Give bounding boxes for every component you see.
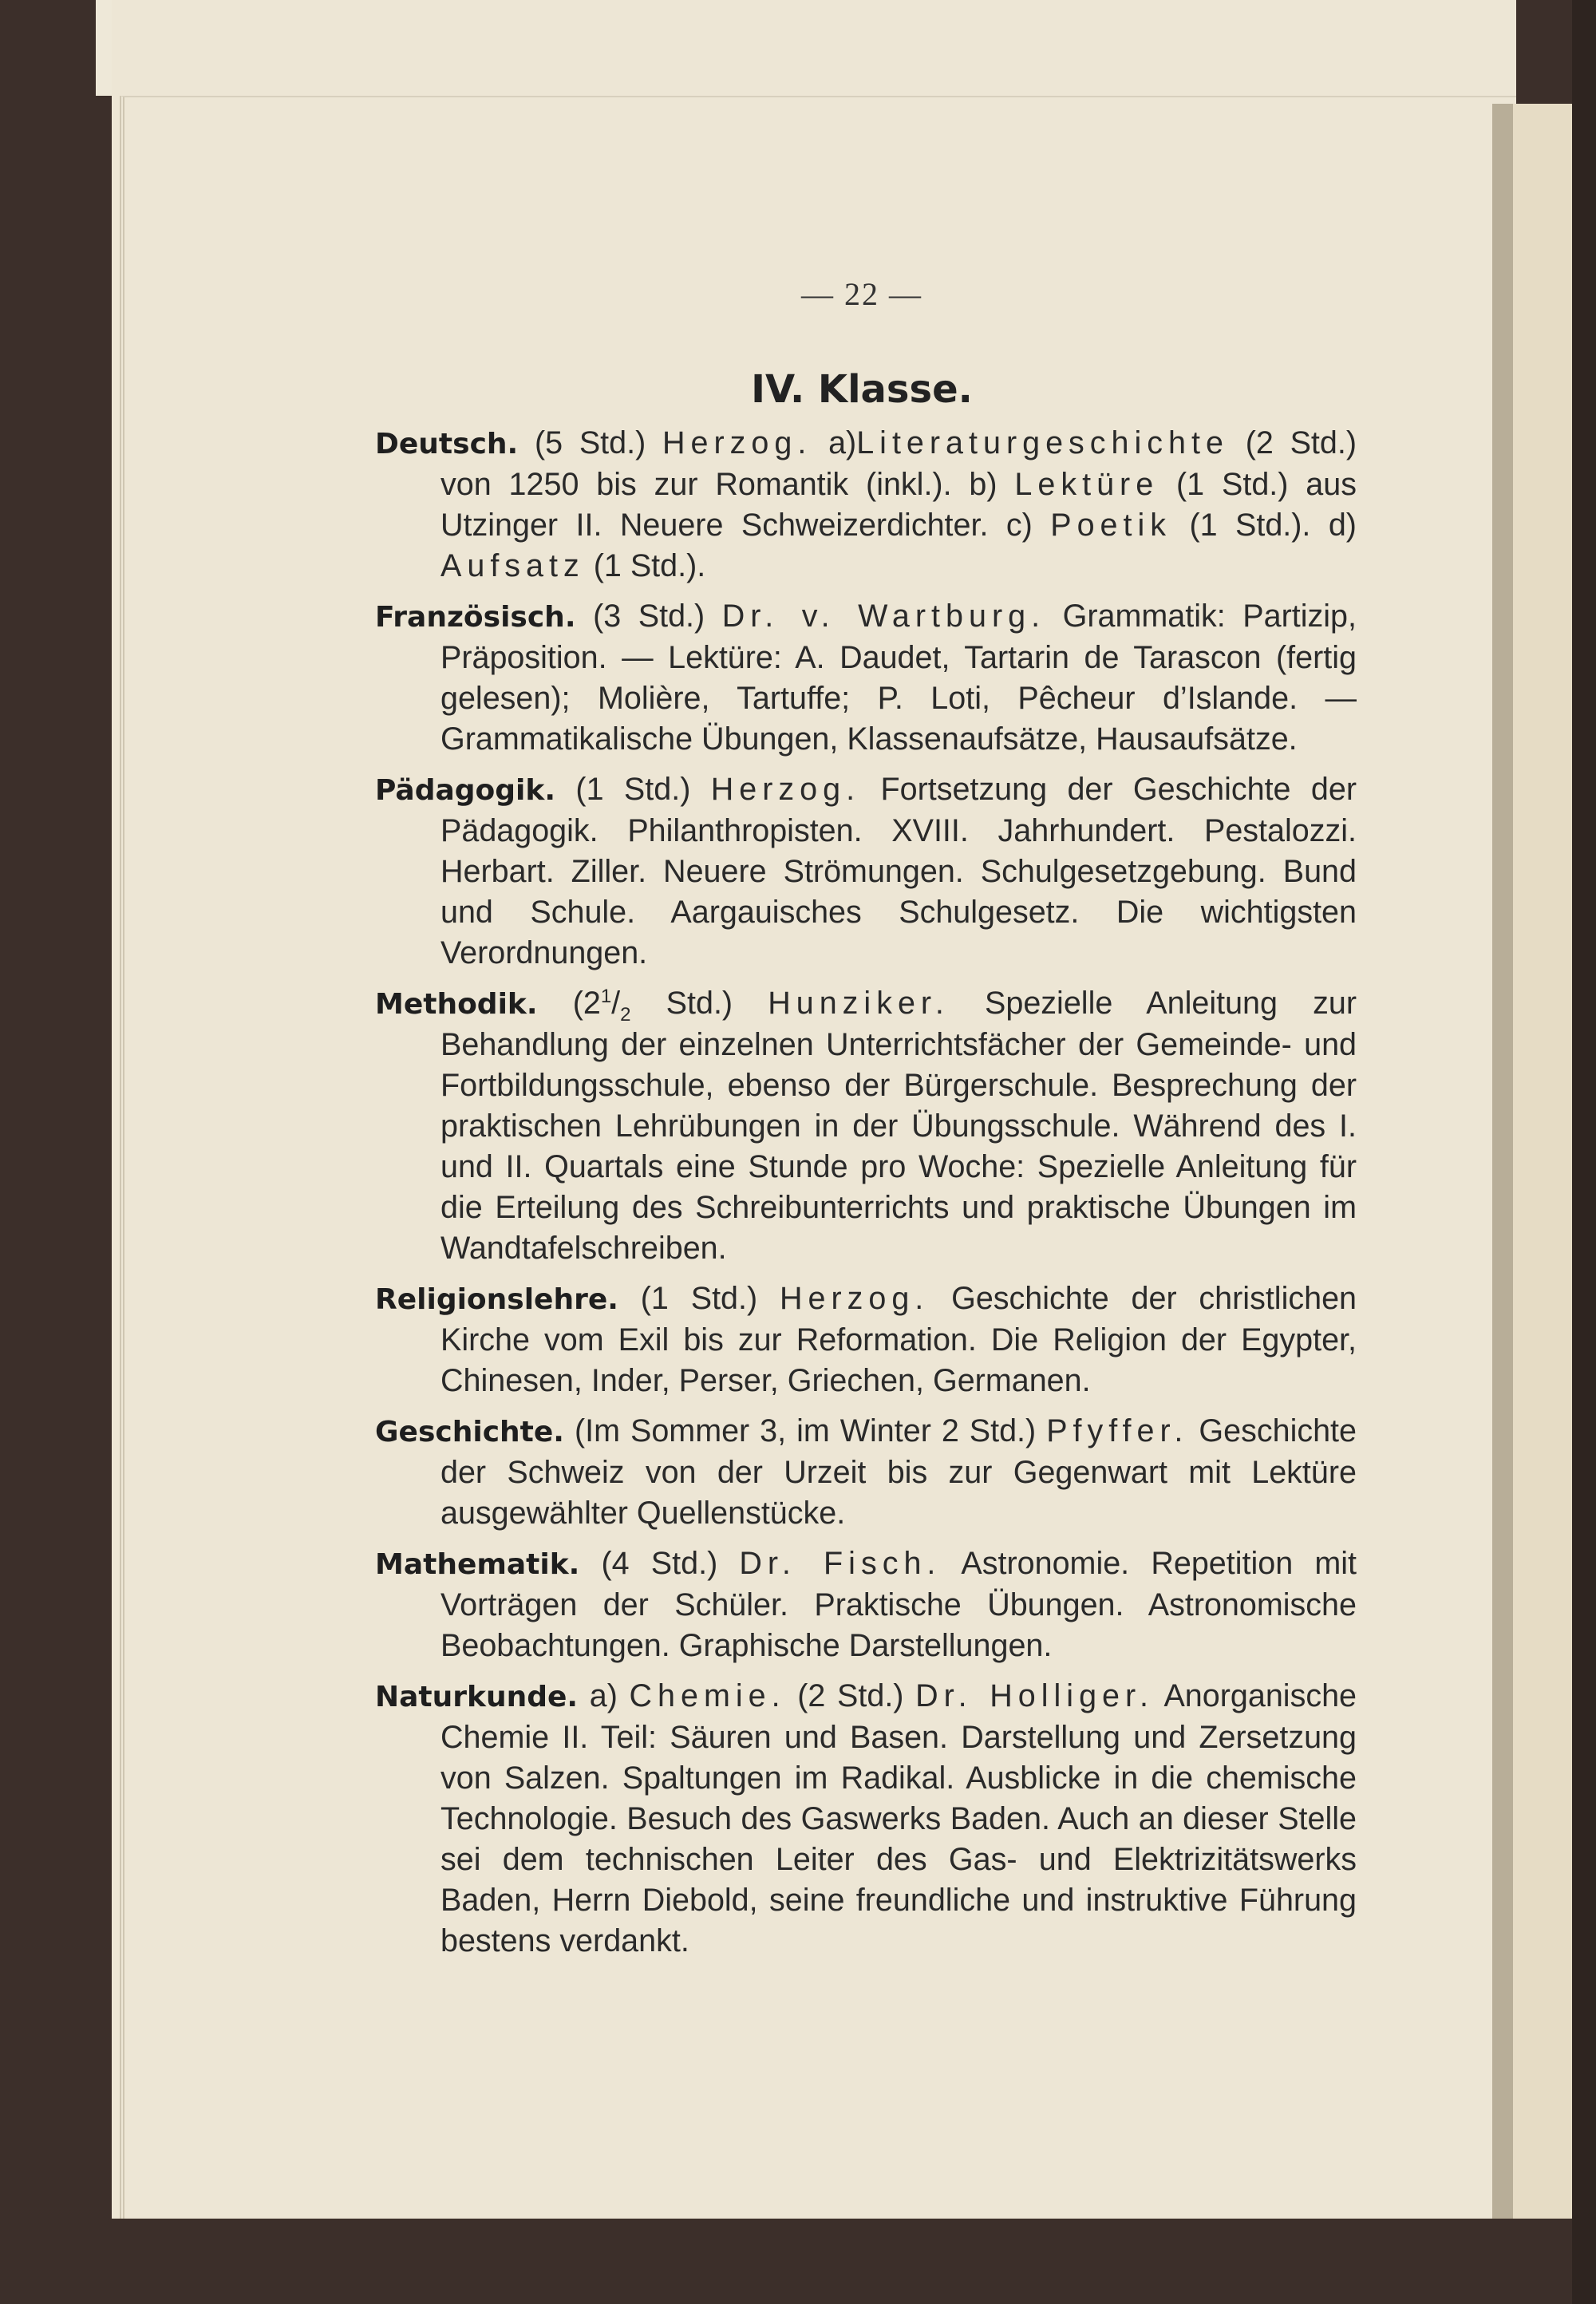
part-label: d): [1328, 508, 1357, 543]
hours-prefix: (2: [572, 986, 601, 1021]
hours: (3 Std.): [593, 599, 705, 634]
entry-franzoesisch: [375, 596, 1357, 760]
teacher: Pfyffer.: [1046, 1413, 1189, 1448]
subject-name: Naturkunde.: [375, 1681, 579, 1713]
part-title: Aufsatz: [440, 548, 585, 583]
description: Astronomie. Repetition mit Vorträgen der Schüler. Praktische Übungen. Astronomische Beobachtungen. Graphische Darstellungen.: [440, 1546, 1357, 1663]
scan-edge: [1572, 0, 1596, 2304]
part-title: Poetik: [1050, 508, 1172, 543]
part-label: c): [1005, 508, 1033, 543]
description: Fortsetzung der Geschichte der Pädagogik. Philanthropisten. XVIII. Jahrhundert. Pestalozzi. Herbart. Ziller. Neuere Strömungen. Schulgesetzgebung. Bund und Schule. Aargauisches Schulgesetz. Die wichtigsten Verordnungen.: [440, 772, 1357, 970]
part-label: a): [828, 425, 857, 460]
subject-name: Mathematik.: [375, 1548, 580, 1581]
part-text: (1 Std.) aus Utzinger II. Neuere Schweizerdichter.: [440, 467, 1357, 543]
part-label: b): [969, 467, 998, 502]
subject-name: Deutsch.: [375, 428, 519, 460]
entry-methodik: [375, 983, 1357, 1269]
hours: (5 Std.): [534, 425, 646, 460]
description: Anorganische Chemie II. Teil: Säuren und Basen. Darstellung und Zersetzung von Salzen. Spaltungen im Radikal. Ausblicke in die chemische Technologie. Besuch des Gaswerks Baden. Auch an dieser Stelle sei dem technischen Leiter des Gas- und Elektrizitätswerks Baden, Herrn Diebold, seine freundliche und instruktive Führung bestens verdankt.: [440, 1678, 1357, 1958]
teacher: Herzog.: [779, 1281, 930, 1316]
entry-naturkunde: [375, 1676, 1357, 1962]
teacher: Dr. Fisch.: [739, 1546, 942, 1581]
page-number: — 22 —: [801, 276, 922, 312]
teacher: Herzog.: [710, 772, 861, 807]
description: Grammatik: Partizip, Präposition. — Lektüre: A. Daudet, Tartarin de Tarascon (fertig gelesen); Molière, Tartuffe; P. Loti, Pêcheur d’Islande. — Grammatikalische Übungen, Klassenaufsätze, Hausaufsätze.: [440, 599, 1357, 757]
part-text: (1 Std.).: [1189, 508, 1311, 543]
hours: (2 Std.): [797, 1678, 904, 1713]
fraction-denominator: 2: [620, 1003, 631, 1026]
subject-name: Französisch.: [375, 601, 576, 634]
hours: (4 Std.): [601, 1546, 718, 1581]
part-title: Chemie.: [629, 1678, 786, 1713]
subject-name: Religionslehre.: [375, 1283, 618, 1316]
part-label: a): [589, 1678, 618, 1713]
subject-name: Geschichte.: [375, 1416, 564, 1448]
hours: (1 Std.): [640, 1281, 758, 1316]
part-text: (2 Std.) von 1250 bis zur Romantik (inkl.).: [440, 425, 1357, 502]
description: Geschichte der Schweiz von der Urzeit bis zur Gegenwart mit Lektüre ausgewählter Quellenstücke.: [440, 1413, 1357, 1531]
entry-deutsch: [375, 423, 1357, 587]
fraction-numerator: 1: [600, 985, 612, 1007]
hours: (1 Std.): [575, 772, 691, 807]
page-gutter: [1492, 104, 1513, 2219]
entry-geschichte: [375, 1411, 1357, 1534]
hours: (Im Sommer 3, im Winter 2 Std.): [574, 1413, 1037, 1448]
teacher: Dr. v. Wartburg.: [721, 599, 1046, 634]
subject-name: Methodik.: [375, 988, 538, 1021]
teacher: Dr. Holliger.: [915, 1678, 1154, 1713]
description: Spezielle Anleitung zur Behandlung der einzelnen Unterrichtsfächer der Gemeinde- und Fortbildungsschule, ebenso der Bürgerschule. Besprechung der praktischen Lehrübungen in der Übungsschule. Während des I. und II. Quartals eine Stunde pro Woche: Spezielle Anleitung für die Erteilung des Schreibunterrichts und praktische Übungen im Wandtafelschreiben.: [440, 986, 1357, 1266]
description: Geschichte der christlichen Kirche vom Exil bis zur Reformation. Die Religion der Egypter, Chinesen, Inder, Perser, Griechen, Germanen.: [440, 1281, 1357, 1398]
subject-name: Pädagogik.: [375, 774, 556, 807]
part-title: Literaturgeschichte: [856, 425, 1229, 460]
teacher: Hunziker.: [768, 986, 950, 1021]
teacher: Herzog.: [662, 425, 812, 460]
fraction-slash: /: [611, 986, 621, 1021]
entry-paedagogik: [375, 769, 1357, 974]
part-title: Lektüre: [1014, 467, 1159, 502]
part-text: (1 Std.).: [593, 548, 706, 583]
page-title: IV. Klasse.: [751, 367, 973, 412]
curriculum-list: [375, 423, 1357, 1971]
entry-religionslehre: [375, 1278, 1357, 1401]
hours-suffix: Std.): [666, 986, 733, 1021]
entry-mathematik: [375, 1543, 1357, 1666]
hours: [572, 985, 733, 1026]
